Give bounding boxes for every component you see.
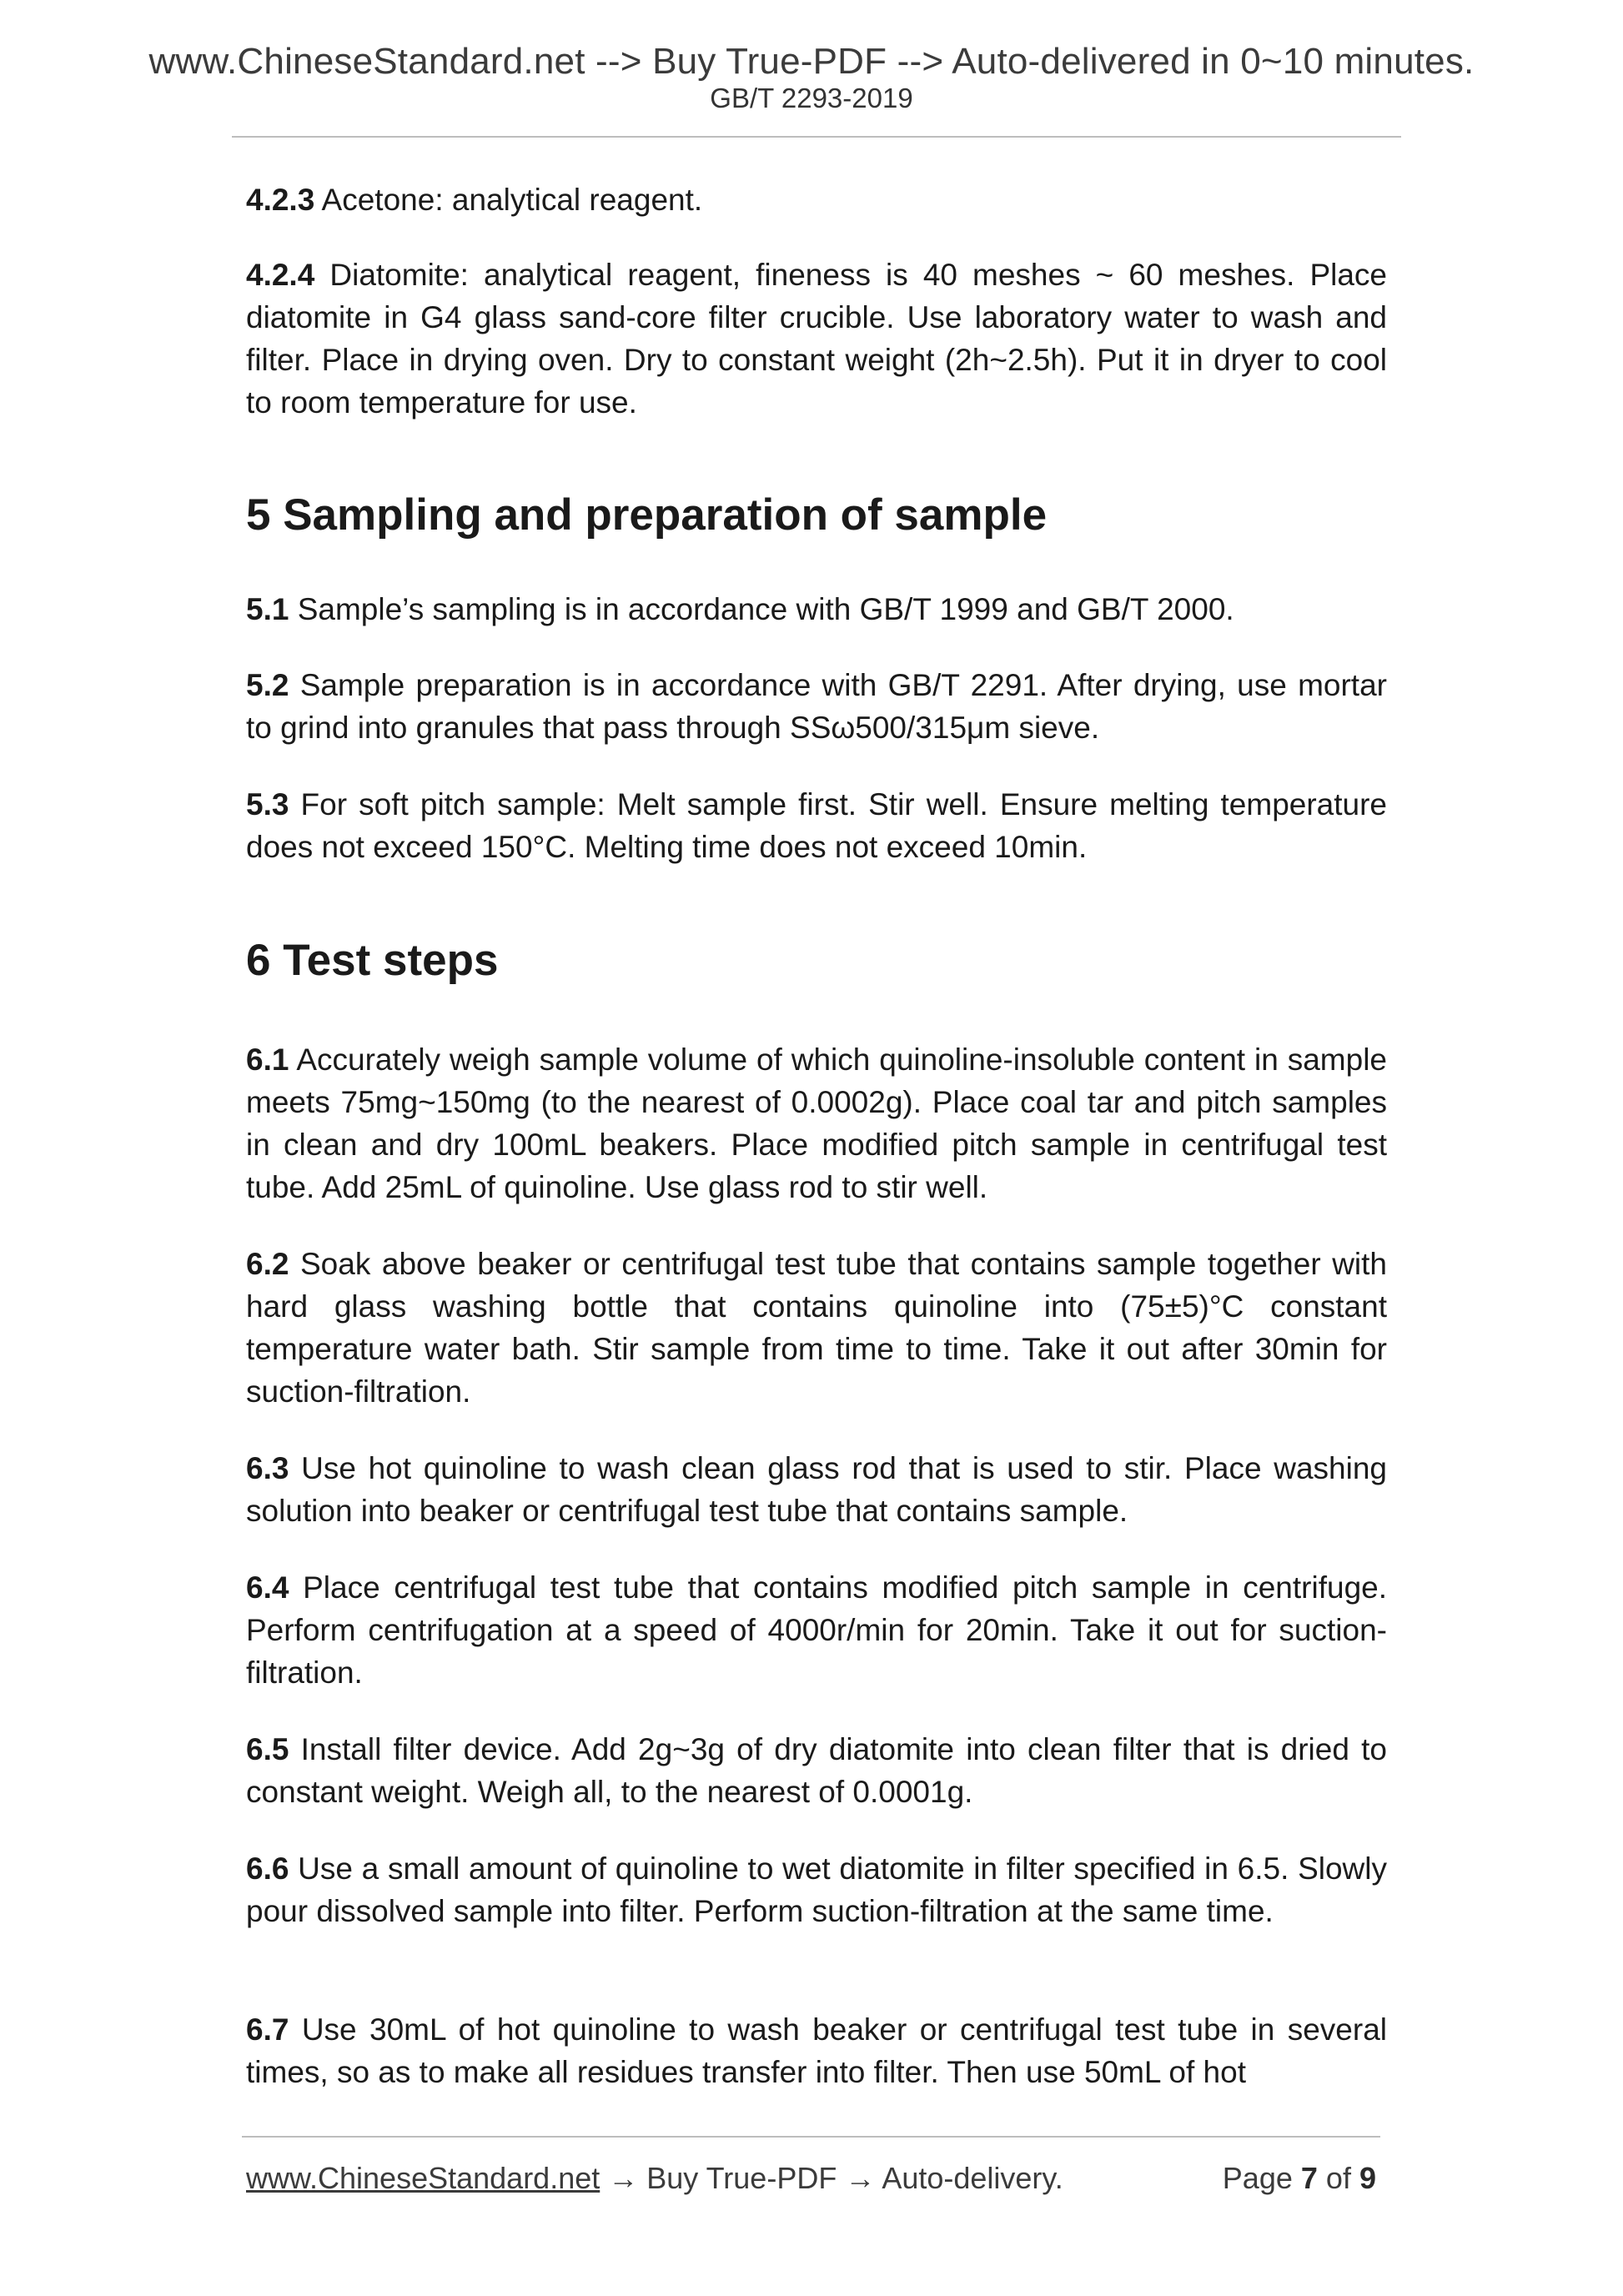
clause-text: Acetone: analytical reagent. [321,183,703,217]
clause-number: 5.3 [246,787,289,821]
page-word: Page [1222,2161,1293,2195]
page-total: 9 [1359,2161,1376,2195]
section-5-heading: 5 Sampling and preparation of sample [246,490,1048,540]
clause-text: Use 30mL of hot quinoline to wash beaker or centrifugal test tube in several times, so as to make all residues transfer into filter. Then use 50mL of hot [246,2012,1387,2089]
clause-number: 5.2 [246,668,289,702]
clause-6-4 [246,1566,1387,1694]
clause-text: Sample preparation is in accordance with GB/T 2291. After drying, use mortar to grind into granules that pass through SSω500/315μm sieve. [246,668,1387,745]
clause-6-3 [246,1447,1387,1532]
clause-number: 6.5 [246,1732,289,1766]
clause-number: 5.1 [246,592,289,626]
clause-text: Install filter device. Add 2g~3g of dry diatomite into clean filter that is dried to constant weight. Weigh all, to the nearest of 0.0001g. [246,1732,1387,1809]
clause-text: Soak above beaker or centrifugal test tube that contains sample together with hard glass washing bottle that contains quinoline into (75±5)°C constant temperature water bath. Stir sample from time to time. Take it out after 30min for suction-filtration. [246,1247,1388,1409]
clause-5-3 [246,783,1387,868]
header-divider [232,136,1401,138]
clause-4-2-3 [246,178,1387,221]
footer-promo-text: → Buy True-PDF → Auto-delivery. [600,2161,1063,2195]
clause-text: For soft pitch sample: Melt sample first. Stir well. Ensure melting temperature does not exceed 150°C. Melting time does not exceed 10min. [246,787,1388,864]
clause-6-5 [246,1728,1387,1813]
clause-text: Place centrifugal test tube that contains modified pitch sample in centrifuge. Perform centrifugation at a speed of 4000r/min for 20min. Take it out for suction-filtration. [246,1570,1388,1690]
clause-6-6 [246,1847,1387,1932]
page-indicator [1223,2161,1376,2196]
clause-6-7 [246,2008,1387,2093]
clause-6-1 [246,1038,1387,1208]
standard-code: GB/T 2293-2019 [710,83,913,113]
clause-text: Accurately weigh sample volume of which quinoline-insoluble content in sample meets 75mg~150mg (to the nearest of 0.0002g). Place coal tar and pitch samples in clean and dry 100mL beakers. Place modified pitch sample in centrifugal test tube. Add 25mL of quinoline. Use glass rod to stir well. [246,1042,1387,1204]
clause-number: 4.2.3 [246,183,315,217]
clause-text: Use hot quinoline to wash clean glass rod that is used to stir. Place washing solution into beaker or centrifugal test tube that contains sample. [246,1451,1387,1528]
page-of-word: of [1325,2161,1351,2195]
clause-number: 4.2.4 [246,258,315,292]
clause-number: 6.6 [246,1851,289,1886]
clause-text: Use a small amount of quinoline to wet diatomite in filter specified in 6.5. Slowly pour dissolved sample into filter. Perform suction-filtration at the same time. [246,1851,1387,1928]
page-footer [246,2161,1380,2196]
clause-number: 6.1 [246,1042,289,1077]
page-current: 7 [1300,2161,1318,2195]
clause-5-2 [246,664,1387,749]
clause-number: 6.7 [246,2012,289,2047]
section-6-heading: 6 Test steps [246,936,499,985]
clause-5-1 [246,588,1387,631]
clause-text: Diatomite: analytical reagent, fineness is 40 meshes ~ 60 meshes. Place diatomite in G4 glass sand-core filter crucible. Use laboratory water to wash and filter. Place in drying oven. Dry to constant weight (2h~2.5h). Put it in dryer to cool to room temperature for use. [246,258,1388,420]
clause-4-2-4 [246,254,1387,424]
footer-promo [246,2161,1063,2196]
footer-divider [242,2136,1380,2138]
clause-number: 6.2 [246,1247,289,1281]
footer-site-link[interactable]: www.ChineseStandard.net [246,2161,600,2195]
clause-number: 6.3 [246,1451,289,1485]
clause-number: 6.4 [246,1570,289,1605]
header-banner: www.ChineseStandard.net --> Buy True-PDF --> Auto-delivered in 0~10 minutes. [148,41,1475,82]
clause-text: Sample’s sampling is in accordance with GB/T 1999 and GB/T 2000. [297,592,1234,626]
clause-6-2 [246,1243,1387,1413]
